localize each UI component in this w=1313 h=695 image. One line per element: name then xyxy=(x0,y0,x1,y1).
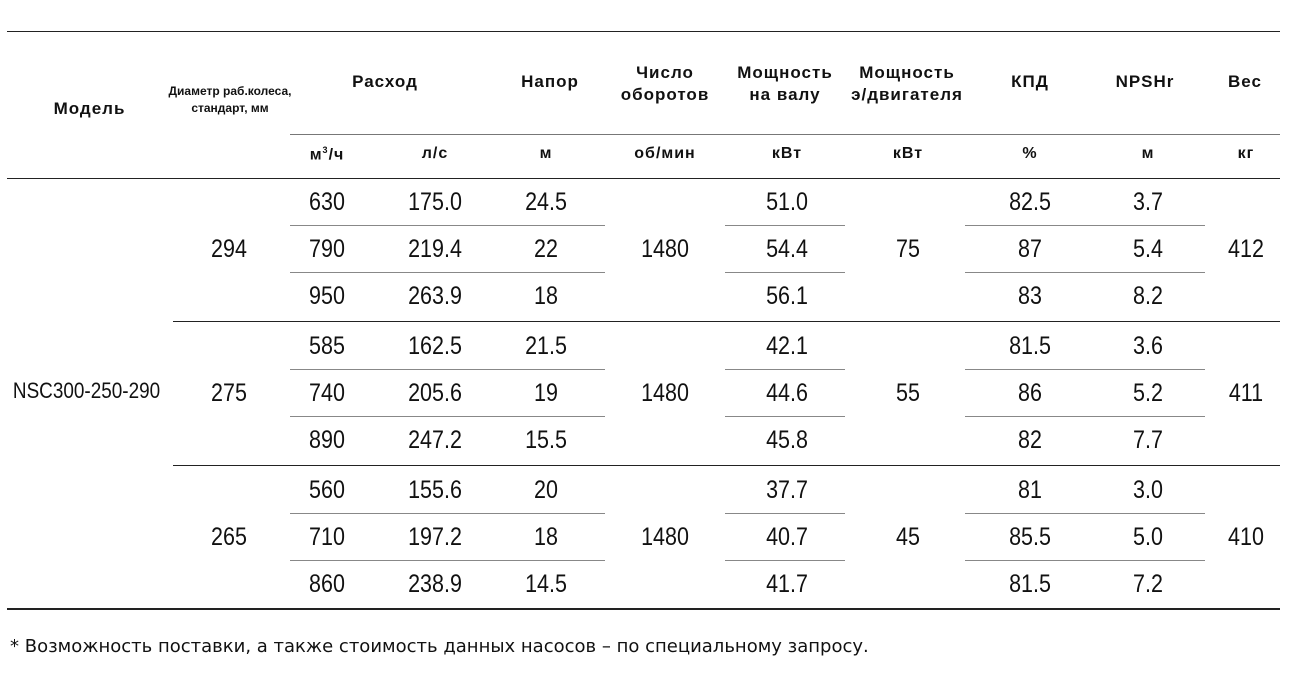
cell-head: 21.5 xyxy=(525,332,567,360)
cell-efficiency: 82 xyxy=(1018,426,1042,454)
cell-flow-ls: 197.2 xyxy=(408,523,462,551)
unit-shaft-power: кВт xyxy=(771,145,803,162)
cell-flow-m3h: 560 xyxy=(309,476,345,504)
group-speed: 1480 xyxy=(641,234,689,263)
header-head: Напор xyxy=(521,72,579,91)
cell-flow-m3h: 860 xyxy=(309,570,345,598)
cell-shaft-power: 37.7 xyxy=(766,476,808,504)
cell-shaft-power: 51.0 xyxy=(766,188,808,216)
unit-weight: кг xyxy=(1237,145,1255,162)
header-weight: Вес xyxy=(1228,72,1262,91)
unit-npshr: м xyxy=(1141,145,1155,162)
cell-flow-m3h: 710 xyxy=(309,523,345,551)
cell-shaft-power: 45.8 xyxy=(766,426,808,454)
cell-flow-ls: 219.4 xyxy=(408,235,462,263)
row-rule xyxy=(290,225,605,226)
group-speed: 1480 xyxy=(641,522,689,551)
unit-head: м xyxy=(539,145,553,162)
cell-shaft-power: 41.7 xyxy=(766,570,808,598)
group-motor-power: 45 xyxy=(896,522,920,551)
group-motor-power: 75 xyxy=(896,234,920,263)
header-impeller-line2: стандарт, мм xyxy=(191,101,269,115)
cell-head: 15.5 xyxy=(525,426,567,454)
cell-flow-m3h: 790 xyxy=(309,235,345,263)
cell-efficiency: 81.5 xyxy=(1009,332,1051,360)
row-rule xyxy=(290,513,605,514)
cell-flow-m3h: 950 xyxy=(309,282,345,310)
units-rule xyxy=(290,134,1280,135)
row-rule xyxy=(965,416,1205,417)
unit-motor-power: кВт xyxy=(892,145,924,162)
unit-flow-m3h: $м^3/ч$ xyxy=(309,145,345,164)
header-bottom-rule xyxy=(7,178,1280,179)
bottom-rule xyxy=(7,608,1280,610)
row-rule xyxy=(290,416,605,417)
row-rule xyxy=(725,513,845,514)
cell-npshr: 5.4 xyxy=(1133,235,1163,263)
cell-flow-ls: 155.6 xyxy=(408,476,462,504)
group-divider xyxy=(173,465,1280,466)
cell-flow-ls: 247.2 xyxy=(408,426,462,454)
unit-efficiency: % xyxy=(1022,145,1038,162)
row-rule xyxy=(965,272,1205,273)
cell-shaft-power: 56.1 xyxy=(766,282,808,310)
row-rule xyxy=(965,225,1205,226)
cell-efficiency: 86 xyxy=(1018,379,1042,407)
header-npshr: NPSHr xyxy=(1115,72,1175,91)
header-shaft-power-line2: на валу xyxy=(749,85,821,104)
footnote: * Возможность поставки, а также стоимость данных насосов – по специальному запросу. xyxy=(10,636,869,657)
cell-head: 20 xyxy=(534,476,558,504)
cell-shaft-power: 54.4 xyxy=(766,235,808,263)
cell-flow-m3h: 630 xyxy=(309,188,345,216)
cell-efficiency: 87 xyxy=(1018,235,1042,263)
unit-flow-ls: л/с xyxy=(421,145,449,162)
cell-shaft-power: 40.7 xyxy=(766,523,808,551)
cell-npshr: 8.2 xyxy=(1133,282,1163,310)
cell-efficiency: 82.5 xyxy=(1009,188,1051,216)
cell-npshr: 5.0 xyxy=(1133,523,1163,551)
group-motor-power: 55 xyxy=(896,378,920,407)
group-weight: 411 xyxy=(1228,378,1264,407)
cell-flow-ls: 162.5 xyxy=(408,332,462,360)
cell-shaft-power: 42.1 xyxy=(766,332,808,360)
cell-head: 14.5 xyxy=(525,570,567,598)
header-model: Модель xyxy=(53,99,126,118)
header-motor-power-line1: Мощность xyxy=(859,63,955,82)
cell-npshr: 3.7 xyxy=(1133,188,1163,216)
cell-efficiency: 83 xyxy=(1018,282,1042,310)
cell-flow-m3h: 890 xyxy=(309,426,345,454)
cell-head: 24.5 xyxy=(525,188,567,216)
cell-flow-m3h: 585 xyxy=(309,332,345,360)
cell-npshr: 3.6 xyxy=(1133,332,1163,360)
header-motor-power-line2: э/двигателя xyxy=(851,85,963,104)
row-rule xyxy=(965,560,1205,561)
group-speed: 1480 xyxy=(641,378,689,407)
header-shaft-power-line1: Мощность xyxy=(737,63,833,82)
row-rule xyxy=(965,369,1205,370)
cell-efficiency: 81 xyxy=(1018,476,1042,504)
row-rule xyxy=(290,560,605,561)
cell-efficiency: 81.5 xyxy=(1009,570,1051,598)
group-impeller: 294 xyxy=(211,234,247,263)
header-speed-line2: оборотов xyxy=(620,85,710,104)
header-impeller-line1: Диаметр раб.колеса, xyxy=(168,84,292,98)
cell-flow-ls: 205.6 xyxy=(408,379,462,407)
cell-shaft-power: 44.6 xyxy=(766,379,808,407)
cell-head: 18 xyxy=(534,282,558,310)
cell-flow-ls: 263.9 xyxy=(408,282,462,310)
cell-flow-ls: 175.0 xyxy=(408,188,462,216)
cell-flow-m3h: 740 xyxy=(309,379,345,407)
group-weight: 412 xyxy=(1228,234,1264,263)
cell-efficiency: 85.5 xyxy=(1009,523,1051,551)
cell-npshr: 3.0 xyxy=(1133,476,1163,504)
row-rule xyxy=(965,513,1205,514)
cell-npshr: 7.7 xyxy=(1133,426,1163,454)
header-efficiency: КПД xyxy=(1011,72,1049,91)
model-name: NSC300-250-290 xyxy=(12,378,161,403)
unit-speed: об/мин xyxy=(634,145,696,162)
cell-head: 22 xyxy=(534,235,558,263)
cell-npshr: 7.2 xyxy=(1133,570,1163,598)
row-rule xyxy=(725,272,845,273)
cell-npshr: 5.2 xyxy=(1133,379,1163,407)
group-weight: 410 xyxy=(1228,522,1264,551)
group-divider xyxy=(173,321,1280,322)
row-rule xyxy=(290,272,605,273)
cell-head: 19 xyxy=(534,379,558,407)
row-rule xyxy=(725,369,845,370)
cell-head: 18 xyxy=(534,523,558,551)
row-rule xyxy=(290,369,605,370)
row-rule xyxy=(725,560,845,561)
group-impeller: 275 xyxy=(211,378,247,407)
row-rule xyxy=(725,225,845,226)
top-rule xyxy=(7,31,1280,32)
group-impeller: 265 xyxy=(211,522,247,551)
row-rule xyxy=(725,416,845,417)
cell-flow-ls: 238.9 xyxy=(408,570,462,598)
header-flow: Расход xyxy=(352,72,418,91)
header-speed-line1: Число xyxy=(636,63,694,82)
